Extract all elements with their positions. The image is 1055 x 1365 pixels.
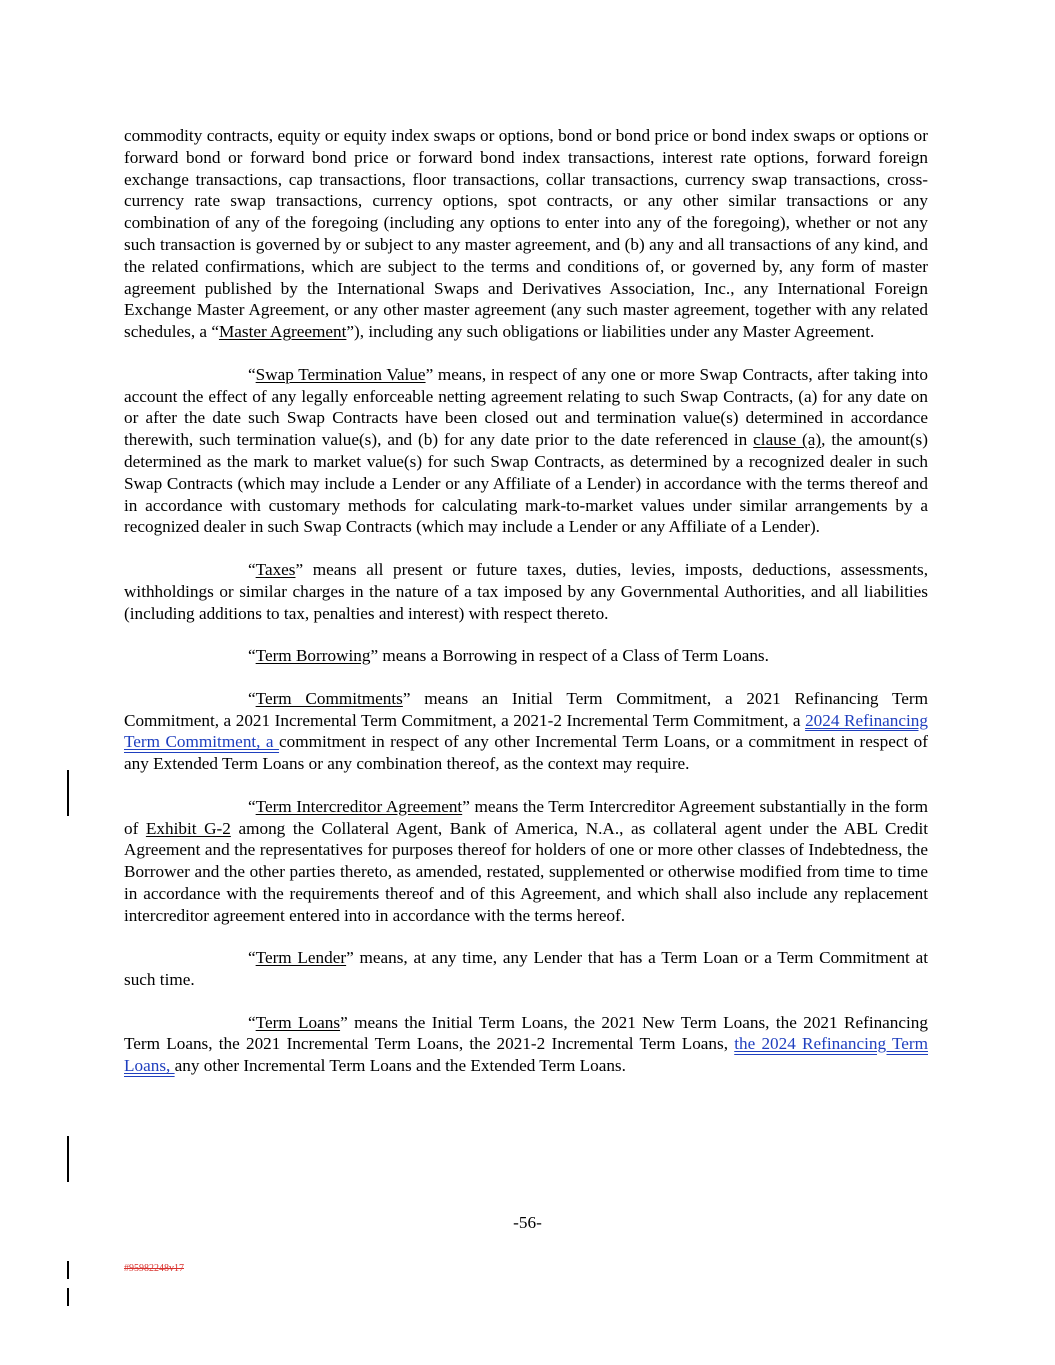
paragraph-text: ” means, at any time, any Lender that has a Term Loan or a Term Commitment at such time. — [124, 948, 928, 990]
paragraph-text: among the Collateral Agent, Bank of America, N.A., as collateral agent under the ABL Credit Agreement and the representatives for purposes thereof for holders of one or more other classes of Indebtedness, the Borrower and the other parties thereto, as amended, restated, supplemented or otherwise modified from time to time in accordance with the requirements thereof and of this Agreement, and which shall also include any replacement intercreditor agreement entered into in accordance with the terms hereof. — [124, 818, 928, 925]
open-quote: “ — [248, 688, 256, 708]
change-bar — [67, 770, 69, 816]
definition-term-borrowing — [124, 645, 928, 667]
cross-reference: clause (a) — [753, 430, 822, 450]
definition-term-intercreditor-agreement — [124, 796, 928, 927]
defined-term: Term Loans — [255, 1012, 341, 1032]
paragraph-text: ” means the Term Intercreditor Agreement substantially in the form of — [124, 796, 928, 838]
definition-term-lender — [124, 947, 928, 991]
defined-term: Term Lender — [255, 948, 347, 968]
document-body — [124, 125, 928, 1098]
open-quote: “ — [248, 559, 256, 579]
open-quote: “ — [248, 646, 256, 666]
paragraph-text: ”), including any such obligations or liabilities under any Master Agreement. — [346, 322, 875, 342]
paragraph-text: ” means the Initial Term Loans, the 2021 New Term Loans, the 2021 Refinancing Term Loans, the 2021 Incremental Term Loans, the 2021-2 Incremental Term Loans, — [124, 1012, 928, 1054]
definition-swap-contract-continued — [124, 125, 928, 343]
change-bar — [67, 1261, 69, 1279]
open-quote: “ — [248, 1012, 256, 1032]
paragraph-text: ” means a Borrowing in respect of a Class of Term Loans. — [370, 646, 769, 666]
defined-term: Master Agreement — [218, 322, 347, 342]
open-quote: “ — [248, 948, 256, 968]
change-bar — [67, 1288, 69, 1306]
paragraph-text: any other Incremental Term Loans and the Extended Term Loans. — [174, 1056, 626, 1076]
definition-term-commitments — [124, 688, 928, 775]
paragraph-text: commitment in respect of any other Incremental Term Loans, or a commitment in respect of any Extended Term Loans or any combination thereof, as the context may require. — [124, 732, 928, 774]
page-number: -56- — [513, 1213, 542, 1232]
paragraph-text: ” means an Initial Term Commitment, a 2021 Refinancing Term Commitment, a 2021 Incremental Term Commitment, a 2021-2 Incremental Term Commitment, a — [124, 688, 928, 730]
open-quote: “ — [248, 364, 256, 384]
document-id: #95982248v17 — [124, 1263, 184, 1274]
open-quote: “ — [248, 796, 256, 816]
inserted-text: 2024 Refinancing Term Commitment, a — [124, 710, 928, 752]
paragraph-text: , the amount(s) determined as the mark to market value(s) for such Swap Contracts, as determined by a recognized dealer in such Swap Contracts (which may include a Lender or any Affiliate of a Lender) in accordance with the terms thereof and in accordance with customary methods for calculating mark-to-market values under similar arrangements by a recognized dealer in such Swap Contracts (which may include a Lender or any Affiliate of a Lender). — [124, 430, 928, 537]
paragraph-text: ” means all present or future taxes, duties, levies, imposts, deductions, assessments, withholdings or similar charges in the nature of a tax imposed by any Governmental Authorities, and all liabilities (including additions to tax, penalties and interest) with respect thereto. — [124, 559, 928, 623]
change-bar — [67, 1136, 69, 1182]
defined-term: Swap Termination Value — [255, 364, 426, 384]
definition-taxes — [124, 559, 928, 624]
paragraph-text: commodity contracts, equity or equity index swaps or options, bond or bond price or bond index swaps or options or forward bond or forward bond price or forward bond index transactions, interest rate options, forward foreign exchange transactions, cap transactions, floor transactions, collar transactions, currency swap transactions, cross-currency rate swap transactions, currency options, spot contracts, or any other similar transactions or any combination of any of the foregoing (including any options to enter into any of the foregoing), whether or not any such transaction is governed by or subject to any master agreement, and (b) any and all transactions of any kind, and the related confirmations, which are subject to the terms and conditions of, or governed by, any form of master agreement published by the International Swaps and Derivatives Association, Inc., any International Foreign Exchange Master Agreement, or any other master agreement (any such master agreement, together with any related schedules, a “ — [124, 126, 928, 342]
paragraph-text: ” means, in respect of any one or more Swap Contracts, after taking into account the effect of any legally enforceable netting agreement relating to such Swap Contracts, (a) for any date on or after the date such Swap Contracts have been closed out and termination value(s) determined in accordance therewith, such termination value(s), and (b) for any date prior to the date referenced in — [124, 364, 928, 450]
inserted-text: the 2024 Refinancing Term Loans, — [124, 1034, 928, 1076]
defined-term: Term Commitments — [255, 688, 403, 708]
definition-swap-termination-value — [124, 364, 928, 538]
defined-term: Taxes — [255, 559, 296, 579]
cross-reference: Exhibit G-2 — [145, 818, 231, 838]
defined-term: Term Borrowing — [255, 646, 371, 666]
definition-term-loans — [124, 1012, 928, 1077]
defined-term: Term Intercreditor Agreement — [255, 796, 463, 816]
